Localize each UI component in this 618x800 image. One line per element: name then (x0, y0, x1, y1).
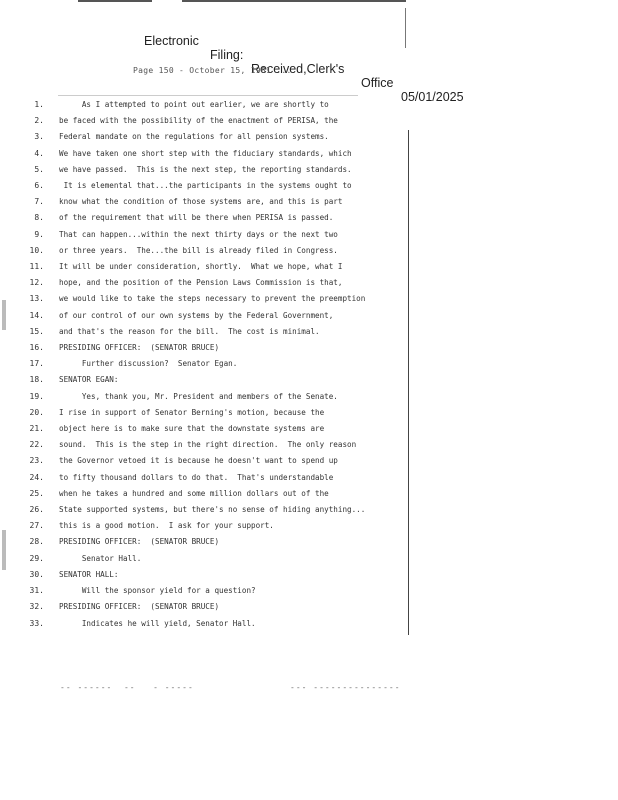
transcript-line: we have passed. This is the next step, the reporting standards. (59, 164, 352, 174)
line-number: 17. (29, 359, 44, 369)
line-number: 5. (34, 164, 44, 174)
left-edge-mark (2, 300, 6, 330)
line-number: 15. (29, 326, 44, 336)
stamp-filing: Filing: (210, 48, 244, 62)
line-number: 23. (29, 456, 44, 466)
line-number: 16. (29, 343, 44, 353)
line-number: 6. (34, 181, 44, 191)
line-number: 14. (29, 310, 44, 320)
line-number: 7. (34, 197, 44, 207)
line-number: 32. (29, 602, 44, 612)
line-number: 26. (29, 505, 44, 515)
transcript-line: As I attempted to point out earlier, we are shortly to (59, 100, 329, 109)
line-number: 24. (29, 472, 44, 482)
transcript-line: know what the condition of those systems are, and this is part (59, 197, 343, 207)
transcript-line: State supported systems, but there's no sense of hiding anything... (59, 505, 366, 515)
transcript-line: when he takes a hundred and some million dollars out of the (59, 488, 329, 498)
transcript-line: hope, and the position of the Pension Laws Commission is that, (59, 278, 343, 288)
transcript-line: be faced with the possibility of the enactment of PERISA, the (59, 116, 338, 126)
transcript-line: and that's the reason for the bill. The cost is minimal. (59, 326, 320, 336)
transcript-line: It is elemental that...the participants in the systems ought to (59, 181, 352, 191)
transcript-line: we would like to take the steps necessary to prevent the preemption (59, 294, 366, 304)
transcript-line: object here is to make sure that the downstate systems are (59, 424, 325, 434)
transcript-line: SENATOR EGAN: (59, 375, 119, 385)
transcript-line: PRESIDING OFFICER: (SENATOR BRUCE) (59, 602, 220, 612)
line-number: 27. (29, 521, 44, 531)
transcript-line: Further discussion? Senator Egan. (59, 359, 238, 369)
line-number: 22. (29, 440, 44, 450)
line-number: 11. (29, 262, 44, 272)
transcript-line: That can happen...within the next thirty days or the next two (59, 229, 338, 239)
right-margin-line (408, 130, 409, 635)
transcript-line: PRESIDING OFFICER: (SENATOR BRUCE) (59, 343, 220, 353)
transcript-body (59, 97, 389, 632)
transcript-line: SENATOR HALL: (59, 569, 119, 579)
line-number: 4. (34, 148, 44, 158)
line-number: 19. (29, 391, 44, 401)
stamp-date: 05/01/2025 (401, 90, 464, 104)
stamp-tick-mark (405, 8, 406, 48)
line-number: 30. (29, 569, 44, 579)
transcript-line: PRESIDING OFFICER: (SENATOR BRUCE) (59, 537, 220, 547)
line-numbers-column (22, 97, 44, 632)
line-number: 25. (29, 488, 44, 498)
line-number: 12. (29, 278, 44, 288)
bottom-scan-dashes: --- --------------- (290, 683, 401, 692)
line-number: 3. (34, 132, 44, 142)
line-number: 10. (29, 245, 44, 255)
transcript-line: of the requirement that will be there when PERISA is passed. (59, 213, 334, 223)
line-number: 13. (29, 294, 44, 304)
transcript-line: Indicates he will yield, Senator Hall. (59, 618, 256, 628)
bottom-scan-dashes: -- ------ -- - ----- (60, 683, 194, 692)
transcript-line: sound. This is the step in the right direction. The only reason (59, 440, 357, 450)
transcript-line: It will be under consideration, shortly. What we hope, what I (59, 262, 343, 272)
top-stamp-bar-right (182, 0, 406, 2)
transcript-line: of our control of our own systems by the Federal Government, (59, 310, 334, 320)
transcript-line: Federal mandate on the regulations for all pension systems. (59, 132, 329, 142)
transcript-line: this is a good motion. I ask for your support. (59, 521, 274, 531)
transcript-line: Yes, thank you, Mr. President and members of the Senate. (59, 391, 338, 401)
line-number: 21. (29, 424, 44, 434)
top-stamp-bar-left (78, 0, 152, 2)
line-number: 18. (29, 375, 44, 385)
left-edge-mark (2, 530, 6, 570)
stamp-office: Office (361, 76, 394, 90)
header-rule (58, 95, 358, 96)
page-header: Page 150 - October 15, 1981 ... (133, 66, 292, 75)
line-number: 31. (29, 586, 44, 596)
line-number: 33. (29, 618, 44, 628)
stamp-received: Received,Clerk's (251, 62, 345, 76)
line-number: 28. (29, 537, 44, 547)
transcript-line: Will the sponsor yield for a question? (59, 586, 256, 596)
transcript-line: We have taken one short step with the fiduciary standards, which (59, 148, 352, 158)
line-number: 8. (34, 213, 44, 223)
transcript-line: I rise in support of Senator Berning's motion, because the (59, 407, 325, 417)
stamp-electronic: Electronic (144, 34, 199, 48)
transcript-line: to fifty thousand dollars to do that. That's understandable (59, 472, 334, 482)
line-number: 2. (34, 116, 44, 126)
transcript-line: Senator Hall. (59, 553, 142, 563)
line-number: 20. (29, 407, 44, 417)
line-number: 29. (29, 553, 44, 563)
line-number: 9. (34, 229, 44, 239)
line-number: 1. (34, 100, 44, 109)
transcript-line: or three years. The...the bill is already filed in Congress. (59, 245, 338, 255)
transcript-line: the Governor vetoed it is because he doesn't want to spend up (59, 456, 338, 466)
